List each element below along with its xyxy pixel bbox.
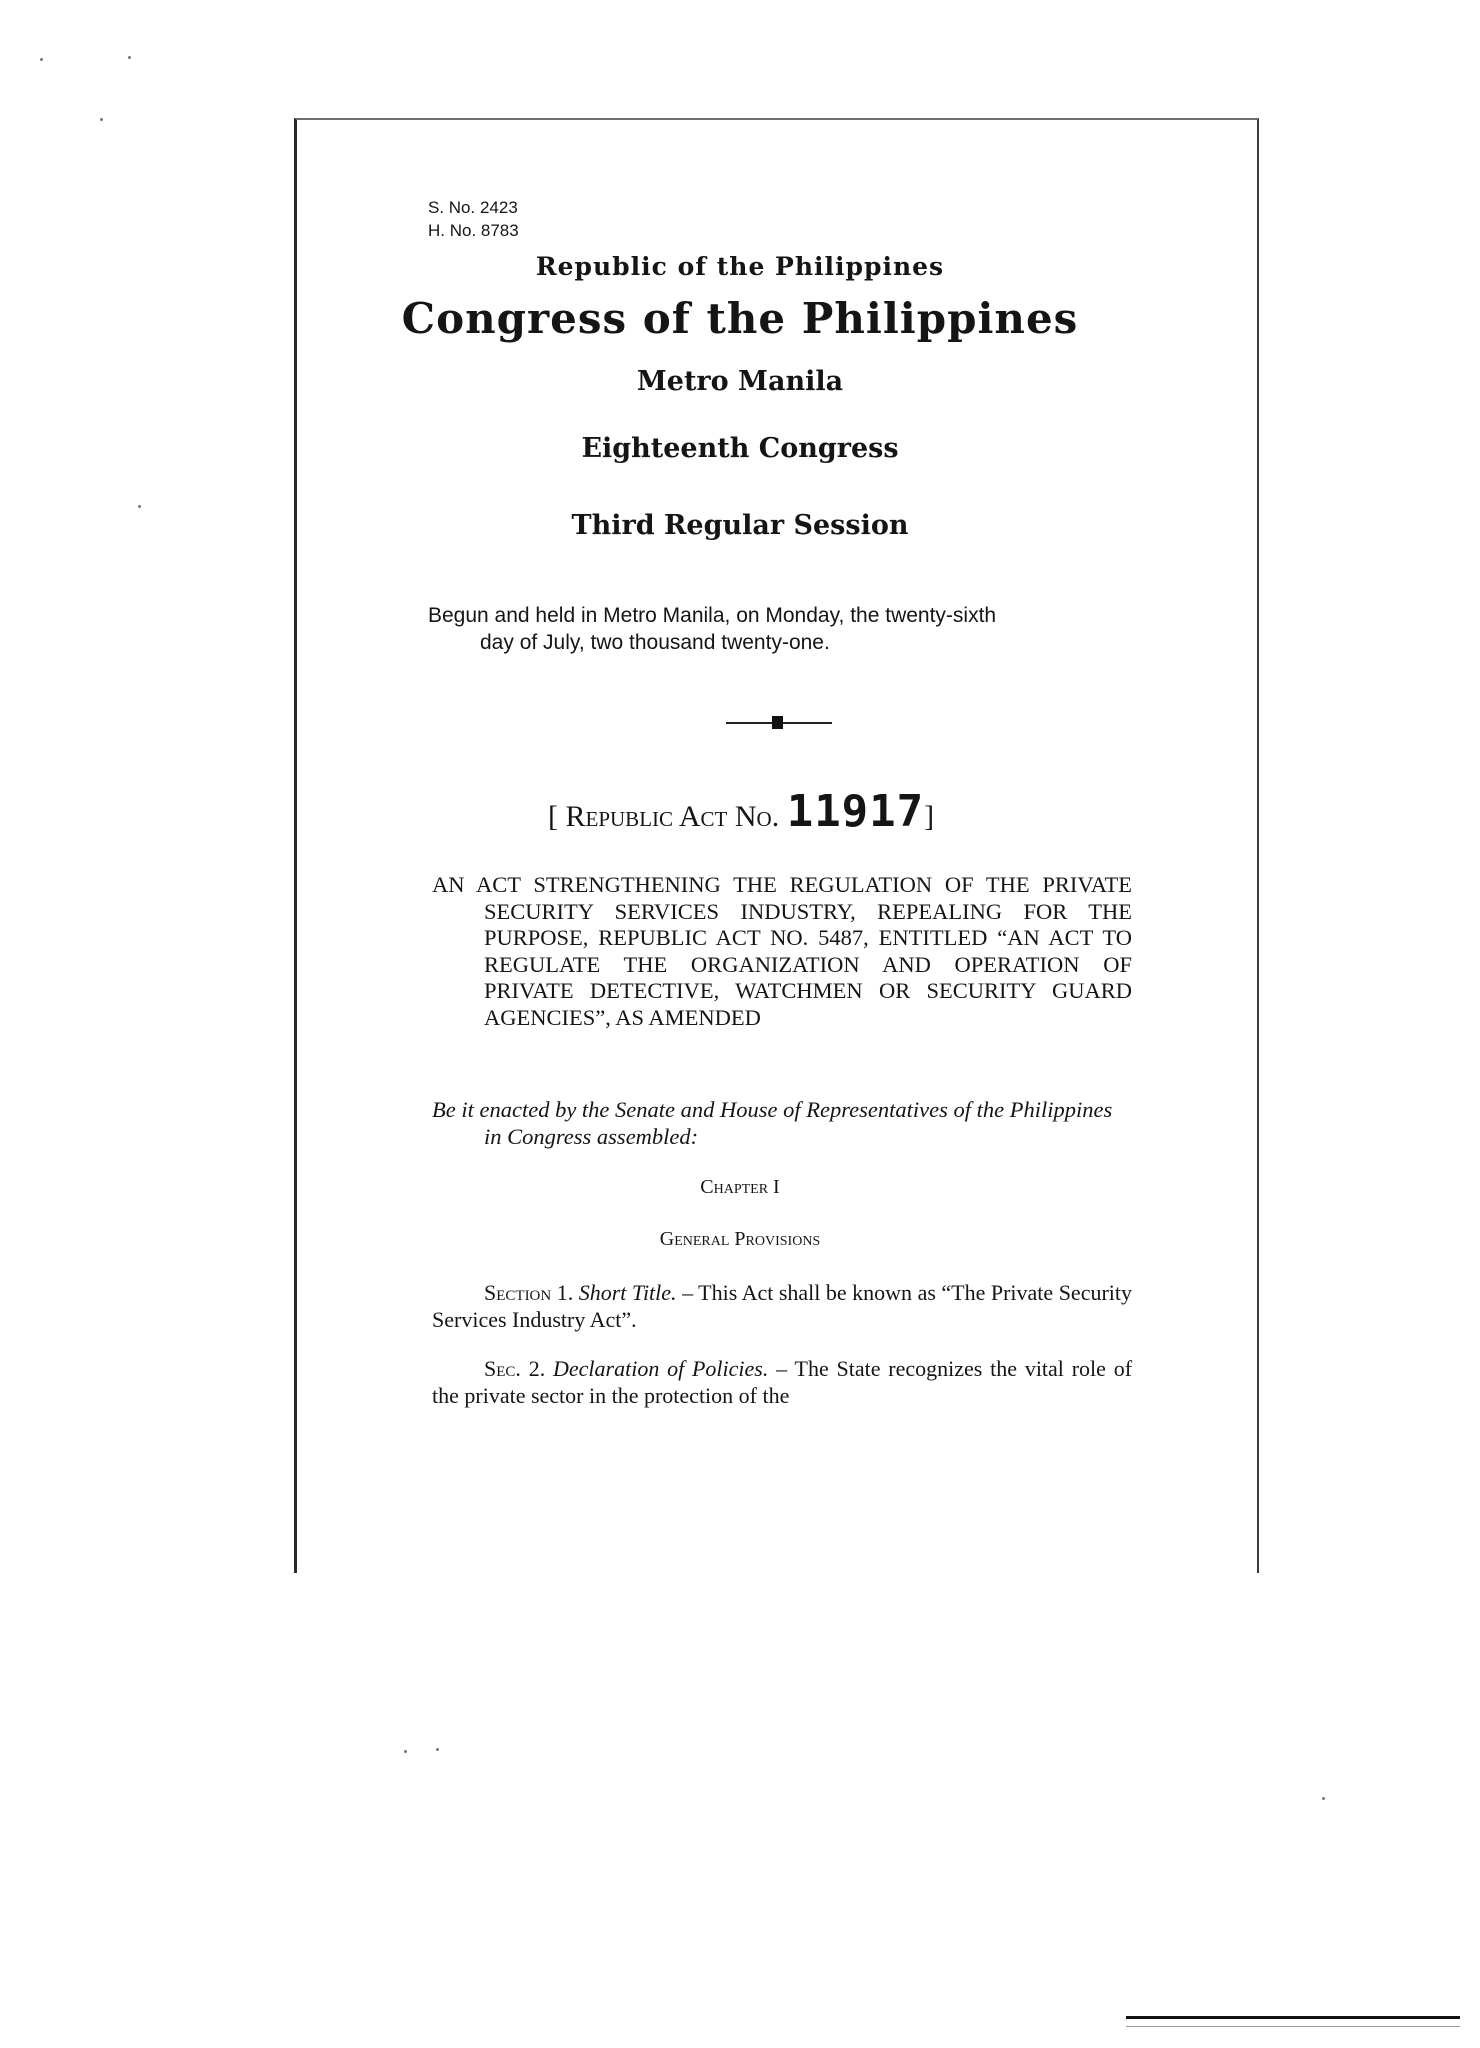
act-title-rest: PRIVATE SECURITY SERVICES INDUSTRY, REPEALING FOR THE PURPOSE, REPUBLIC ACT NO. 5487, ENTITLED “AN ACT TO REGULATE THE ORGANIZATION AND OPERATION OF PRIVATE DETECTIVE, WATCHMEN OR SECURITY GUARD AGENCIES”, AS AMENDED xyxy=(484,872,1132,1030)
republic-act-label: Republic Act No. xyxy=(565,800,780,833)
scan-speck xyxy=(138,505,141,508)
congress-heading: Congress of the Philippines xyxy=(401,294,1079,343)
bill-numbers xyxy=(428,196,519,242)
begun-line-2: day of July, two thousand twenty-one. xyxy=(480,631,830,654)
section-caption: Short Title. xyxy=(578,1280,677,1305)
section-2 xyxy=(432,1355,1132,1409)
section-caption: Declaration of Policies. xyxy=(553,1356,769,1381)
act-title xyxy=(432,872,1132,1031)
chapter-title: General Provisions xyxy=(659,1228,821,1250)
section-label: Sec. 2. xyxy=(484,1356,546,1381)
scan-speck xyxy=(128,56,131,59)
republic-heading: Republic of the Philippines xyxy=(535,252,945,281)
begun-statement xyxy=(428,602,1133,656)
chapter-number: Chapter I xyxy=(700,1176,780,1198)
republic-act-heading xyxy=(548,786,934,837)
session-heading: Third Regular Session xyxy=(571,510,909,541)
house-bill-number: H. No. 8783 xyxy=(428,221,519,240)
bracket-close: ] xyxy=(924,800,935,833)
scan-speck xyxy=(40,58,43,61)
scan-speck xyxy=(436,1748,439,1751)
congress-number-heading: Eighteenth Congress xyxy=(581,433,899,464)
scan-speck xyxy=(1322,1797,1325,1800)
act-title-line-1: AN ACT STRENGTHENING THE REGULATION OF THE xyxy=(432,872,1030,897)
location-heading: Metro Manila xyxy=(636,366,844,397)
section-1 xyxy=(432,1279,1132,1333)
scan-speck xyxy=(100,118,103,121)
begun-line-1: Begun and held in Metro Manila, on Monday, the twenty-sixth xyxy=(428,604,997,627)
enacting-clause: Be it enacted by the Senate and House of Representatives of the Philippines in Congress assembled: xyxy=(432,1097,1113,1149)
section-label: Section 1. xyxy=(484,1280,574,1305)
section-text: – The State recognizes the vital role of the private sector in the protection of the xyxy=(432,1356,1133,1408)
senate-bill-number: S. No. 2423 xyxy=(428,198,518,217)
scan-edge-line xyxy=(1126,2016,1460,2019)
scan-edge-line-thin xyxy=(1126,2026,1460,2027)
divider-square-mark xyxy=(772,716,783,729)
section-text: – This Act shall be known as “The Private Security Services Industry Act”. xyxy=(432,1280,1133,1332)
bracket-open: [ xyxy=(548,800,566,833)
scan-speck xyxy=(404,1750,407,1753)
republic-act-number: 11917 xyxy=(786,786,925,837)
